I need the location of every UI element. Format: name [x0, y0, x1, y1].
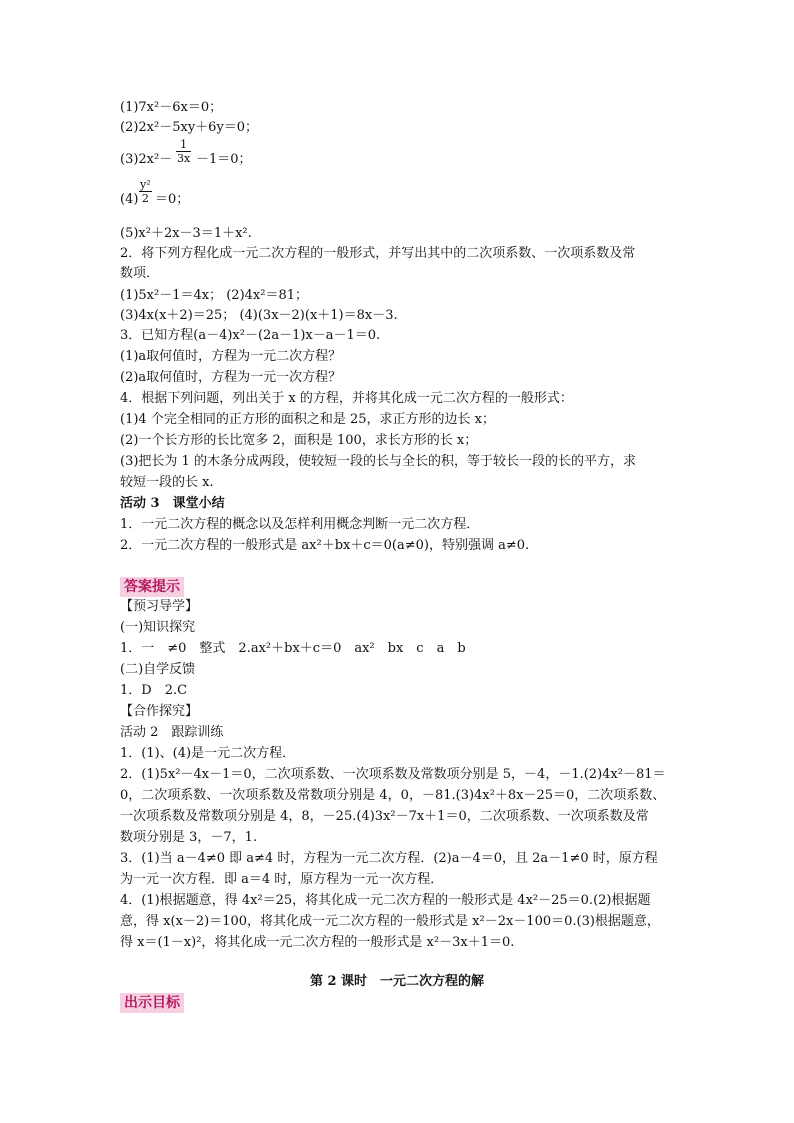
question-4: 4．根据下列问题，列出关于 x 的方程，并将其化成一元二次方程的一般形式：: [120, 391, 573, 406]
answer-hints-tag: 答案提示: [120, 577, 184, 597]
question-2-item-1: (1)5x²－1＝4x； (2)4x²＝81；: [120, 288, 309, 303]
self-study-answers: 1．D 2.C: [120, 683, 188, 698]
answer-2-line-3: 一次项系数及常数项分别是 4，8，－25.(4)3x²－7x＋1＝0，二次项系数、一次项系数及常: [120, 809, 649, 824]
answer-2-line-4: 数项分别是 3，－7，1.: [120, 830, 258, 845]
question-2-line-2: 数项．: [120, 266, 160, 281]
exercise-eq-5: (5)x²＋2x－3＝1＋x².: [120, 226, 252, 241]
self-study-heading: (二)自学反馈: [120, 662, 196, 677]
eq-3-prefix: (3)2x²－: [120, 152, 173, 167]
eq-3-fraction: [176, 138, 191, 165]
exercise-eq-1: (1)7x²－6x＝0；: [120, 100, 223, 115]
question-4-item-3-line-2: 较短一段的长 x.: [120, 475, 214, 490]
answer-1: 1．(1)、(4)是一元二次方程．: [120, 746, 296, 761]
activity-2-heading: 活动 2 跟踪训练: [120, 725, 224, 740]
eq-3-numerator: 1: [180, 138, 188, 151]
answer-3-line-1: 3．(1)当 a－4≠0 即 a≠4 时，方程为一元二次方程．(2)a－4＝0，且 2a－1≠0 时，原方程: [120, 851, 658, 866]
eq-4-fraction: [139, 178, 152, 205]
question-3: 3．已知方程(a－4)x²－(2a－1)x－a－1＝0.: [120, 328, 381, 343]
question-4-item-2: (2)一个长方形的长比宽多 2，面积是 100，求长方形的长 x；: [120, 433, 478, 448]
question-2-item-2: (3)4x(x＋2)＝25； (4)(3x－2)(x＋1)＝8x－3.: [120, 308, 398, 323]
answer-4-line-2: 意，得 x(x－2)＝100，将其化成一元二次方程的一般形式是 x²－2x－100＝0.(3)根据题意，: [120, 914, 660, 929]
answer-3-line-2: 为一元一次方程．即 a＝4 时，原方程为一元一次方程．: [120, 872, 444, 887]
answer-2-line-1: 2．(1)5x²－4x－1＝0，二次项系数、一次项系数及常数项分别是 5，－4，－1.(2)4x²－81＝: [120, 767, 666, 782]
activity-3-heading: 活动 3 课堂小结: [120, 496, 225, 511]
exercise-eq-2: (2)2x²－5xy＋6y＝0；: [120, 120, 259, 135]
answer-4-line-3: 得 x＝(1－x)²，将其化成一元二次方程的一般形式是 x²－3x＋1＝0.: [120, 935, 515, 950]
eq-3-suffix: －1＝0；: [196, 152, 252, 167]
lesson-title: 第 2 课时 一元二次方程的解: [309, 974, 485, 989]
knowledge-heading: (一)知识探究: [120, 620, 196, 635]
eq-4-denominator: 2: [139, 191, 152, 205]
question-3-item-2: (2)a取何值时，方程为一元一次方程？: [120, 370, 342, 385]
question-3-item-1: (1)a取何值时，方程为一元二次方程？: [120, 349, 342, 364]
knowledge-answers: 1．一 ≠0 整式 2.ax²＋bx＋c＝0 ax² bx c a b: [120, 641, 466, 656]
eq-4-numerator: y²: [140, 178, 151, 191]
question-4-item-3-line-1: (3)把长为 1 的木条分成两段，使较短一段的长与全长的积，等于较长一段的长的平方，求: [120, 454, 636, 469]
answer-2-line-2: 0，二次项系数、一次项系数及常数项分别是 4，0，－81.(3)4x²＋8x－25＝0，二次项系数、: [120, 788, 666, 803]
question-2-line-1: 2．将下列方程化成一元二次方程的一般形式，并写出其中的二次项系数、一次项系数及常: [120, 246, 636, 261]
eq-4-suffix: ＝0；: [155, 192, 190, 207]
answer-4-line-1: 4．(1)根据题意，得 4x²＝25，将其化成一元二次方程的一般形式是 4x²－25＝0.(2)根据题: [120, 893, 651, 908]
summary-2: 2．一元二次方程的一般形式是 ax²＋bx＋c＝0(a≠0)，特别强调 a≠0.: [120, 538, 530, 553]
show-goals-tag: 出示目标: [120, 993, 184, 1013]
cooperation-heading: 【合作探究】: [120, 704, 199, 719]
eq-4-prefix: (4): [120, 192, 139, 207]
eq-3-denominator: 3x: [177, 152, 191, 165]
preview-heading: 【预习导学】: [120, 599, 199, 614]
question-4-item-1: (1)4 个完全相同的正方形的面积之和是 25，求正方形的边长 x；: [120, 412, 495, 427]
summary-1: 1．一元二次方程的概念以及怎样利用概念判断一元二次方程．: [120, 517, 480, 532]
